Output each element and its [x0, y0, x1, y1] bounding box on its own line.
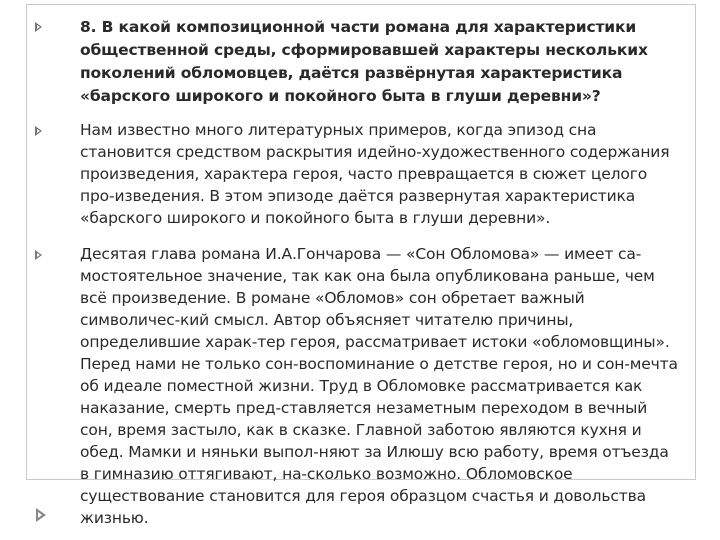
triangle-bullet-icon — [35, 250, 42, 260]
question-item — [26, 16, 696, 108]
list-item — [26, 119, 696, 229]
list-item — [26, 243, 696, 529]
paragraph-text: Десятая глава романа И.А.Гончарова — «Сон Обломова» — имеет са-мостоятельное значение, так как она была опубликована раньше, чем всё произведение. В романе «Обломов» сон обретает важный символичес-кий смысл. Автор объясняет читателю причины, определившие харак-тер героя, рассматривает истоки «обломовщины». Перед нами не только сон-воспоминание о детстве героя, но и сон-мечта об идеале поместной жизни. Труд в Обломовке рассматривается как наказание, смерть пред-ставляется незаметным переходом в вечный сон, время застыло, как в сказке. Главной заботою являются кухня и обед. Мамки и няньки выпол-няют за Илюшу всю работу, время отъезда в гимназию оттягивают, на-сколько возможно. Обломовское существование становится для героя образцом счастья и довольства жизнью. — [80, 245, 678, 527]
triangle-bullet-icon — [35, 126, 42, 136]
question-text: 8. В какой композиционной части романа для характеристики общественной среды, сформировавшей характеры нескольких поколений обломовцев, даётся развёрнутая характеристика «барского широкого и покойного быта в глуши деревни»? — [80, 18, 648, 105]
bullet-list — [26, 6, 696, 529]
triangle-bullet-icon — [35, 22, 42, 32]
paragraph-text: Нам известно много литературных примеров, когда эпизод сна становится средством раскрытия идейно-художественного содержания произведения, характера героя, часто превращается в сюжет целого про-изведения. В этом эпизоде даётся развернутая характеристика «барского широкого и покойного быта в глуши деревни». — [80, 121, 670, 227]
next-slide-arrow-icon[interactable] — [36, 508, 46, 522]
